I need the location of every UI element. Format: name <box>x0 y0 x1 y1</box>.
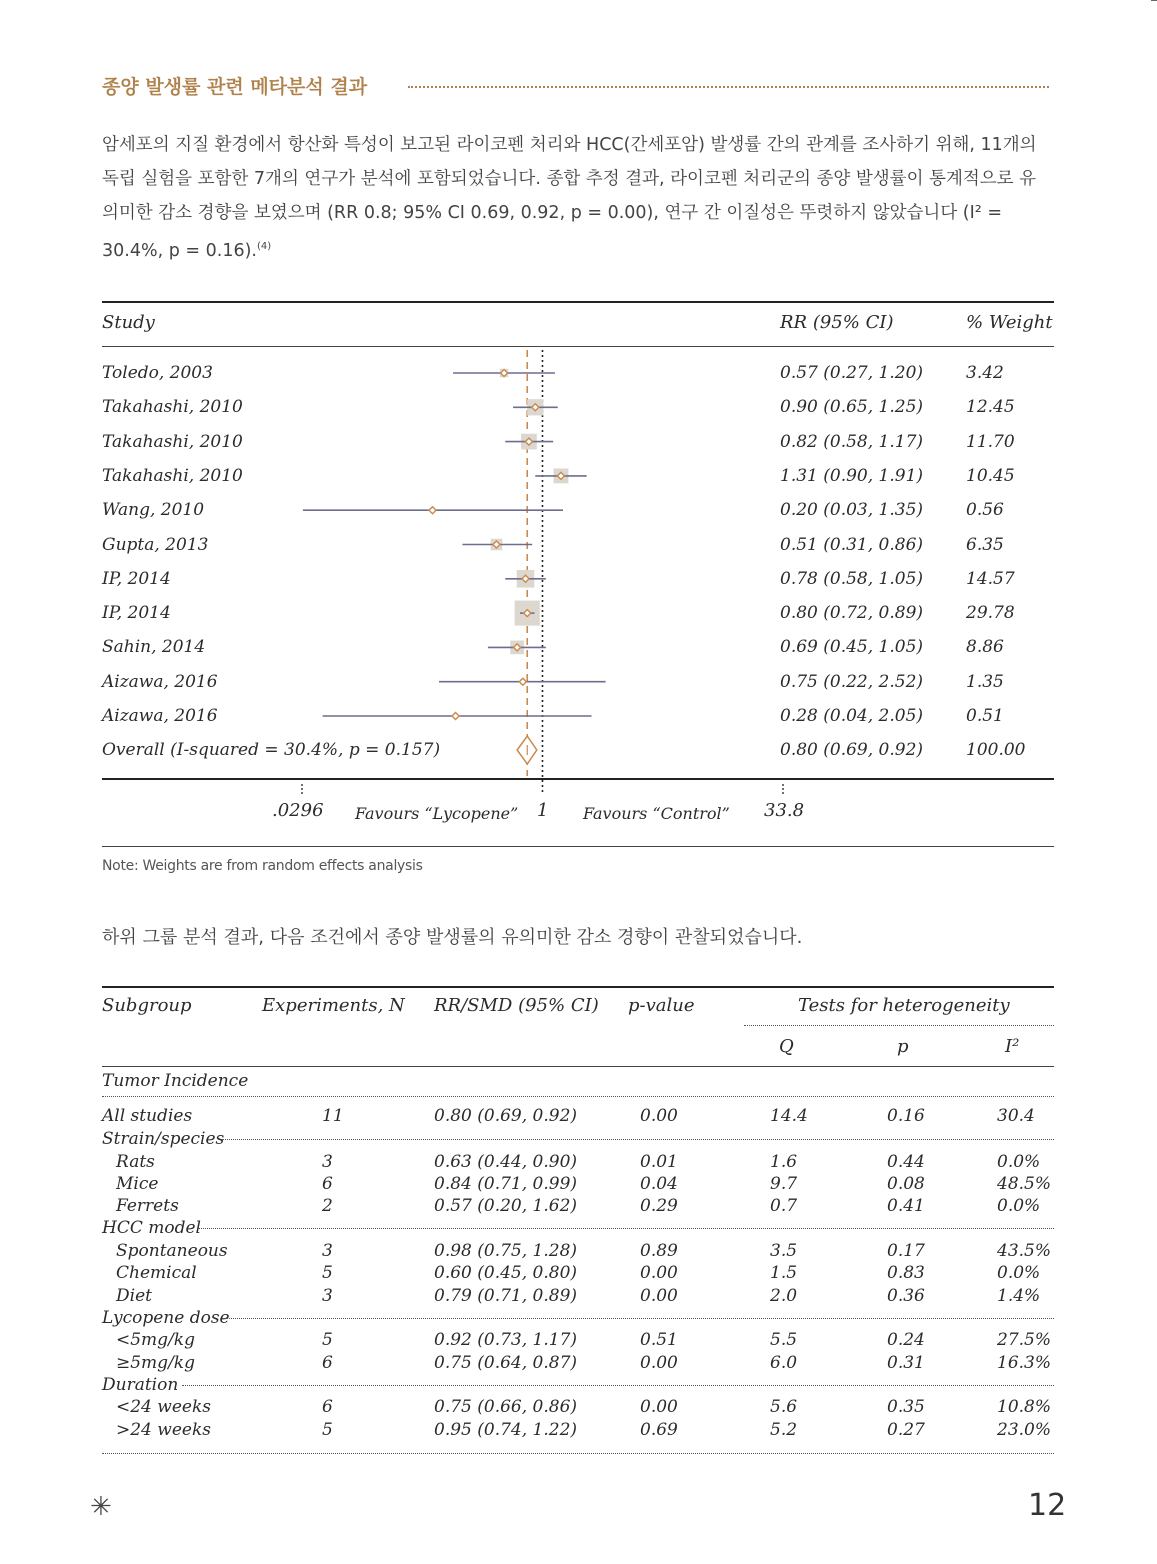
sg-row-i2: 27.5% <box>997 1330 1052 1351</box>
sg-row-hp: 0.36 <box>887 1285 925 1306</box>
sg-row-rr: 0.75 (0.66, 0.86) <box>434 1397 578 1418</box>
sg-row-i2: 16.3% <box>997 1352 1052 1373</box>
sg-row-i2: 0.0% <box>997 1151 1041 1172</box>
study-point-estimate <box>429 507 436 514</box>
forest-header-study: Study <box>102 312 155 333</box>
sg-row-label: <24 weeks <box>116 1397 211 1418</box>
sg-row-n: 5 <box>322 1419 333 1440</box>
study-rr-ci: 0.51 (0.31, 0.86) <box>780 534 924 555</box>
page-number: 12 <box>1028 1488 1067 1523</box>
forest-header-rr: RR (95% CI) <box>780 312 894 333</box>
sg-group-rule <box>222 1318 1054 1319</box>
sg-header-het-p: p <box>897 1036 909 1057</box>
overall-weight: 100.00 <box>966 740 1026 760</box>
study-name: Gupta, 2013 <box>102 534 209 555</box>
sg-row-rr: 0.79 (0.71, 0.89) <box>434 1285 578 1306</box>
study-rr-ci: 0.82 (0.58, 1.17) <box>780 431 924 452</box>
study-name: Wang, 2010 <box>102 500 205 521</box>
section-title: 종양 발생률 관련 메타분석 결과 <box>102 76 368 98</box>
sg-row-label: Rats <box>116 1151 155 1172</box>
study-weight: 3.42 <box>966 363 1004 383</box>
sg-row-label: Ferrets <box>116 1196 179 1217</box>
sg-row-p: 0.04 <box>640 1173 678 1194</box>
sg-row-hp: 0.16 <box>887 1106 925 1126</box>
sg-group-label: Strain/species <box>102 1129 225 1149</box>
sg-row-p: 0.69 <box>640 1419 678 1440</box>
sg-row-i2: 1.4% <box>997 1285 1041 1306</box>
sg-row-rr: 0.60 (0.45, 0.80) <box>434 1263 578 1284</box>
sg-row-q: 1.6 <box>770 1151 798 1172</box>
sg-row-n: 3 <box>322 1285 333 1306</box>
study-name: Sahin, 2014 <box>102 637 206 658</box>
intro-text: 암세포의 지질 환경에서 항산화 특성이 보고된 라이코펜 처리와 HCC(간세포암) 발생률 간의 관계를 조사하기 위해, 11개의 독립 실험을 포함한 7개의 연구가 분석에 포함되었습니다. 종합 추정 결과, 라이코펜 처리군의 종양 발생률이 통계적으로 유의미한 감소 경향을 보였으며 (RR 0.8; 95% CI 0.69, 0.92, p = 0.00), 연구 간 이질성은 뚜렷하지 않았습니다 (I² = 30.4%, p = 0.16). <box>102 135 1037 261</box>
forest-axis-rule <box>102 846 1054 847</box>
intro-reference: (4) <box>256 241 272 252</box>
study-rr-ci: 0.28 (0.04, 2.05) <box>780 706 924 726</box>
sg-row-i2: 48.5% <box>997 1173 1052 1194</box>
study-point-estimate <box>452 713 459 720</box>
study-rr-ci: 0.20 (0.03, 1.35) <box>780 500 924 521</box>
sg-row-hp: 0.24 <box>887 1330 925 1351</box>
sg-row-q: 5.5 <box>770 1330 798 1351</box>
study-rr-ci: 0.78 (0.58, 1.05) <box>780 568 924 589</box>
sg-row-rr: 0.63 (0.44, 0.90) <box>434 1151 578 1172</box>
sg-row-label: ≥5mg/kg <box>116 1352 195 1373</box>
sg-row-i2: 0.0% <box>997 1263 1041 1284</box>
sg-group-rule <box>198 1228 1054 1229</box>
study-rr-ci: 0.75 (0.22, 2.52) <box>780 671 924 692</box>
sg-row-n: 5 <box>322 1330 333 1351</box>
sg-row-p: 0.01 <box>640 1151 678 1172</box>
sg-row-i2: 0.0% <box>997 1196 1041 1217</box>
sg-group-label: HCC model <box>102 1218 201 1239</box>
sg-group-label: Duration <box>102 1374 179 1395</box>
sg-row-rr: 0.57 (0.20, 1.62) <box>434 1196 578 1217</box>
study-weight: 12.45 <box>966 397 1015 418</box>
sg-row-hp: 0.35 <box>887 1397 925 1418</box>
sg-row-p: 0.00 <box>640 1285 678 1306</box>
sg-header-i2: I² <box>1005 1036 1020 1057</box>
study-name: Takahashi, 2010 <box>102 431 243 452</box>
sg-row-i2: 43.5% <box>997 1240 1052 1261</box>
sg-row-p: 0.00 <box>640 1397 678 1418</box>
sg-row-label: Spontaneous <box>116 1240 228 1261</box>
heterogeneity-rule <box>744 1025 1054 1026</box>
sg-row-n: 3 <box>322 1151 333 1172</box>
axis-right-text: Favours “Control” <box>583 804 730 823</box>
sg-row-hp: 0.08 <box>887 1173 925 1194</box>
sg-row-p: 0.89 <box>640 1240 678 1261</box>
sg-row-rr: 0.75 (0.64, 0.87) <box>434 1352 578 1373</box>
study-rr-ci: 0.80 (0.72, 0.89) <box>780 603 924 624</box>
study-weight: 6.35 <box>966 534 1004 555</box>
sg-row-q: 14.4 <box>770 1106 808 1126</box>
sg-row-label: Chemical <box>116 1263 197 1284</box>
study-rr-ci: 0.57 (0.27, 1.20) <box>780 363 924 383</box>
sg-row-rr: 0.80 (0.69, 0.92) <box>434 1106 578 1126</box>
study-weight: 11.70 <box>966 431 1015 452</box>
overall-rr-ci: 0.80 (0.69, 0.92) <box>780 740 924 760</box>
axis-mid-label: 1 <box>537 800 549 821</box>
study-rr-ci: 0.69 (0.45, 1.05) <box>780 637 924 658</box>
sg-group-rule <box>182 1385 1054 1386</box>
overall-name: Overall (I-squared = 30.4%, p = 0.157) <box>102 740 441 760</box>
sg-row-label: <5mg/kg <box>116 1330 195 1351</box>
sg-row-hp: 0.41 <box>887 1196 925 1217</box>
sg-row-q: 5.2 <box>770 1419 798 1440</box>
sg-row-n: 6 <box>322 1397 333 1418</box>
axis-left-text: Favours “Lycopene” <box>355 804 519 823</box>
study-weight: 8.86 <box>966 637 1004 658</box>
axis-max-label: 33.8 <box>764 800 805 821</box>
sg-row-label: All studies <box>102 1106 193 1126</box>
sg-row-n: 11 <box>322 1106 344 1126</box>
study-name: IP, 2014 <box>102 603 171 624</box>
axis-min-label: .0296 <box>272 800 324 821</box>
sg-group-label: Lycopene dose <box>102 1307 230 1328</box>
forest-header-weight: % Weight <box>966 312 1053 333</box>
sg-row-hp: 0.27 <box>887 1419 925 1440</box>
subgroup-top-rule <box>102 986 1054 988</box>
sg-row-n: 6 <box>322 1173 333 1194</box>
sg-row-hp: 0.44 <box>887 1151 925 1172</box>
sg-header-subgroup: Subgroup <box>102 995 192 1016</box>
sg-row-hp: 0.31 <box>887 1352 925 1373</box>
subgroup-intro: 하위 그룹 분석 결과, 다음 조건에서 종양 발생률의 유의미한 감소 경향이 관찰되었습니다. <box>102 927 803 948</box>
sg-header-heterogeneity: Tests for heterogeneity <box>798 995 1010 1016</box>
sg-section-label: Tumor Incidence <box>102 1071 249 1091</box>
sg-row-q: 1.5 <box>770 1263 798 1284</box>
study-name: Aizawa, 2016 <box>102 706 218 726</box>
study-weight: 14.57 <box>966 568 1015 589</box>
study-name: IP, 2014 <box>102 568 171 589</box>
study-weight: 0.56 <box>966 500 1004 521</box>
sg-row-n: 2 <box>322 1196 333 1217</box>
sg-header-pvalue: p-value <box>628 995 695 1016</box>
sg-row-p: 0.00 <box>640 1263 678 1284</box>
study-rr-ci: 1.31 (0.90, 1.91) <box>780 465 924 486</box>
subgroup-bottom-rule <box>102 1453 1054 1454</box>
sg-row-rr: 0.84 (0.71, 0.99) <box>434 1173 578 1194</box>
sg-row-q: 5.6 <box>770 1397 798 1418</box>
sg-row-i2: 10.8% <box>997 1397 1052 1418</box>
study-rr-ci: 0.90 (0.65, 1.25) <box>780 397 924 418</box>
sg-row-rr: 0.95 (0.74, 1.22) <box>434 1419 578 1440</box>
sg-row-label: Mice <box>116 1173 159 1194</box>
sg-row-hp: 0.17 <box>887 1240 925 1261</box>
study-weight: 29.78 <box>966 603 1015 624</box>
sg-row-q: 0.7 <box>770 1196 798 1217</box>
sg-row-p: 0.29 <box>640 1196 678 1217</box>
sg-row-rr: 0.92 (0.73, 1.17) <box>434 1330 578 1351</box>
sg-row-p: 0.51 <box>640 1330 678 1351</box>
sg-row-q: 6.0 <box>770 1352 798 1373</box>
sg-header-n: Experiments, N <box>262 995 405 1016</box>
sg-row-rr: 0.98 (0.75, 1.28) <box>434 1240 578 1261</box>
sg-row-i2: 30.4 <box>997 1106 1035 1126</box>
sg-group-rule <box>222 1139 1054 1140</box>
sg-row-label: >24 weeks <box>116 1419 211 1440</box>
study-name: Toledo, 2003 <box>102 363 213 383</box>
sg-row-q: 2.0 <box>770 1285 798 1306</box>
sg-row-hp: 0.83 <box>887 1263 925 1284</box>
sg-row-n: 5 <box>322 1263 333 1284</box>
sg-row-p: 0.00 <box>640 1106 678 1126</box>
study-weight: 1.35 <box>966 671 1004 692</box>
weights-note: Note: Weights are from random effects analysis <box>102 858 423 874</box>
footer-star-icon: ✳ <box>90 1492 112 1522</box>
study-name: Takahashi, 2010 <box>102 397 243 418</box>
sg-row-n: 3 <box>322 1240 333 1261</box>
sg-row-p: 0.00 <box>640 1352 678 1373</box>
sg-row-label: Diet <box>116 1285 152 1306</box>
sg-row-q: 9.7 <box>770 1173 798 1194</box>
sg-header-rr: RR/SMD (95% CI) <box>434 995 599 1016</box>
study-name: Aizawa, 2016 <box>102 671 218 692</box>
study-name: Takahashi, 2010 <box>102 465 243 486</box>
subgroup-header-rule <box>102 1066 1054 1067</box>
study-weight: 10.45 <box>966 465 1015 486</box>
forest-bottom-rule <box>102 778 1054 780</box>
study-weight: 0.51 <box>966 706 1004 726</box>
sg-header-q: Q <box>779 1036 794 1057</box>
sg-row-n: 6 <box>322 1352 333 1373</box>
sg-row-i2: 23.0% <box>997 1419 1052 1440</box>
sg-section-rule <box>102 1096 1054 1097</box>
sg-row-q: 3.5 <box>770 1240 798 1261</box>
